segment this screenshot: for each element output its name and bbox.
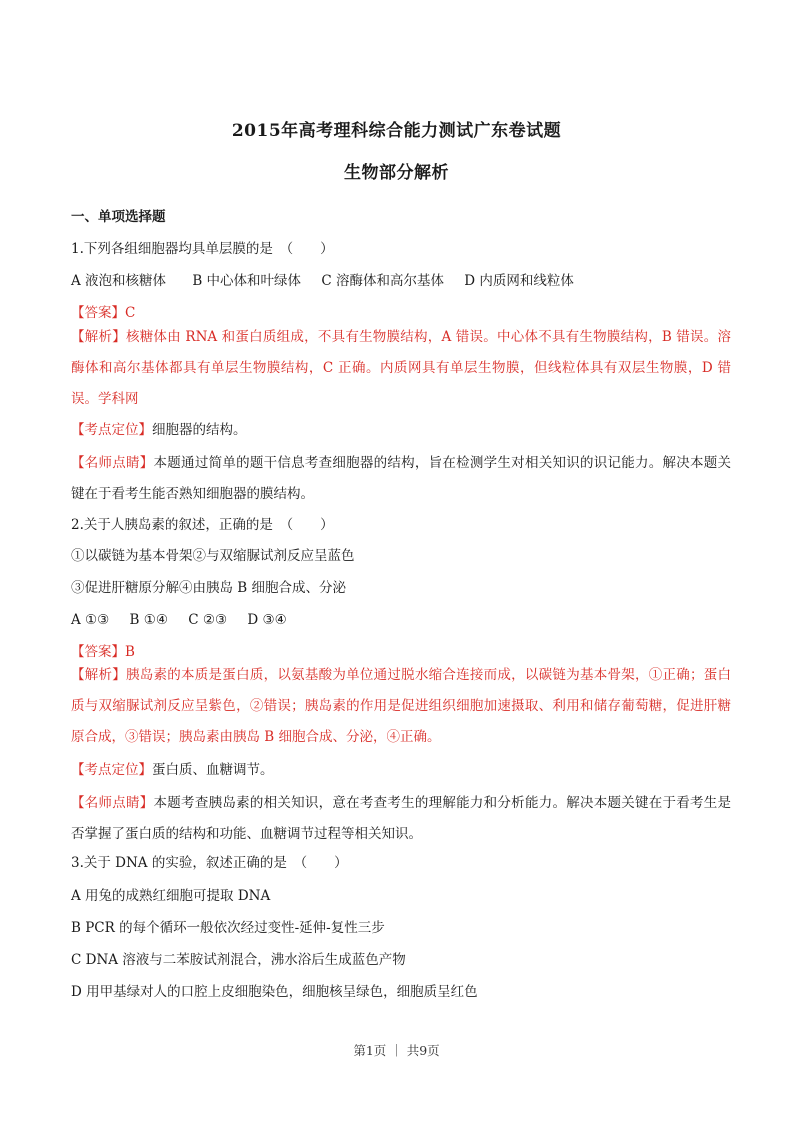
q3-option-d: D 用甲基绿对人的口腔上皮细胞染色，细胞核呈绿色，细胞质呈红色: [71, 984, 478, 1000]
q1-comment-text: 本题通过简单的题干信息考查细胞器的结构，旨在检测学生对相关知识的识记能力。解决本题关键在于看考生能否熟知细胞器的膜结构。: [71, 455, 732, 502]
q3-option-c: C DNA 溶液与二苯胺试剂混合，沸水浴后生成蓝色产物: [71, 952, 406, 968]
q2-option-d: D ③④: [247, 612, 287, 628]
q2-statement-2: ③促进肝糖原分解④由胰岛 B 细胞合成、分泌: [71, 580, 347, 596]
q1-options: [71, 271, 731, 291]
document-title: 2015年高考理科综合能力测试广东卷试题: [231, 121, 562, 141]
q2-stem: 2.关于人胰岛素的叙述，正确的是 （ ）: [71, 517, 334, 533]
q2-point-text: 蛋白质、血糖调节。: [152, 762, 274, 778]
q2-option-a: A ①③: [71, 612, 110, 628]
q1-comment: [71, 448, 731, 510]
q1-point-text: 细胞器的结构。: [152, 422, 247, 438]
q1-stem: 1.下列各组细胞器均具单层膜的是 （ ）: [71, 241, 334, 257]
q3-option-b: B PCR 的每个循环一般依次经过变性-延伸-复性三步: [71, 920, 385, 936]
q2-option-b: B ①④: [129, 612, 168, 628]
q2-option-c: C ②③: [188, 612, 228, 628]
q2-comment: [71, 788, 731, 850]
q2-comment-text: 本题考查胰岛素的相关知识，意在考查考生的理解能力和分析能力。解决本题关键在于看考生是否掌握了蛋白质的结构和功能、血糖调节过程等相关知识。: [71, 795, 732, 842]
q2-statement-1: ①以碳链为基本骨架②与双缩脲试剂反应呈蓝色: [71, 548, 355, 564]
page-footer: 第1页 ｜ 共9页: [353, 1043, 440, 1058]
q2-analysis: 【解析】胰岛素的本质是蛋白质，以氨基酸为单位通过脱水缩合连接而成，以碳链为基本骨架，①正确；蛋白质与双缩脲试剂反应呈紫色，②错误；胰岛素的作用是促进组织细胞加速摄取、利用和储存葡萄糖，促进肝糖原合成，③错误；胰岛素由胰岛 B 细胞合成、分泌，④正确。: [71, 667, 731, 745]
q1-analysis: 【解析】核糖体由 RNA 和蛋白质组成，不具有生物膜结构，A 错误。中心体不具有生物膜结构，B 错误。溶酶体和高尔基体都具有单层生物膜结构，C 正确。内质网具有单层生物膜，但线粒体具有双层生物膜，D 错误。学科网: [71, 329, 731, 407]
q3-stem: 3.关于 DNA 的实验，叙述正确的是 （ ）: [71, 855, 348, 871]
q3-option-a: A 用兔的成熟红细胞可提取 DNA: [71, 888, 271, 904]
q1-answer: 【答案】C: [71, 305, 136, 321]
q1-option-b: B 中心体和叶绿体: [192, 273, 302, 289]
q1-option-d: D 内质网和线粒体: [464, 273, 574, 289]
q2-knowledge-point: [71, 760, 731, 780]
q1-point-label: 【考点定位】: [71, 422, 152, 438]
section-heading: 一、单项选择题: [71, 209, 166, 225]
q1-comment-label: 【名师点睛】: [71, 455, 154, 471]
q1-knowledge-point: [71, 420, 731, 440]
document-subtitle: 生物部分解析: [344, 163, 449, 183]
q2-answer: 【答案】B: [71, 644, 135, 660]
q2-comment-label: 【名师点睛】: [71, 795, 154, 811]
q1-option-c: C 溶酶体和高尔基体: [321, 273, 444, 289]
q2-options: [71, 610, 731, 630]
q1-option-a: A 液泡和核糖体: [71, 273, 167, 289]
q2-point-label: 【考点定位】: [71, 762, 152, 778]
